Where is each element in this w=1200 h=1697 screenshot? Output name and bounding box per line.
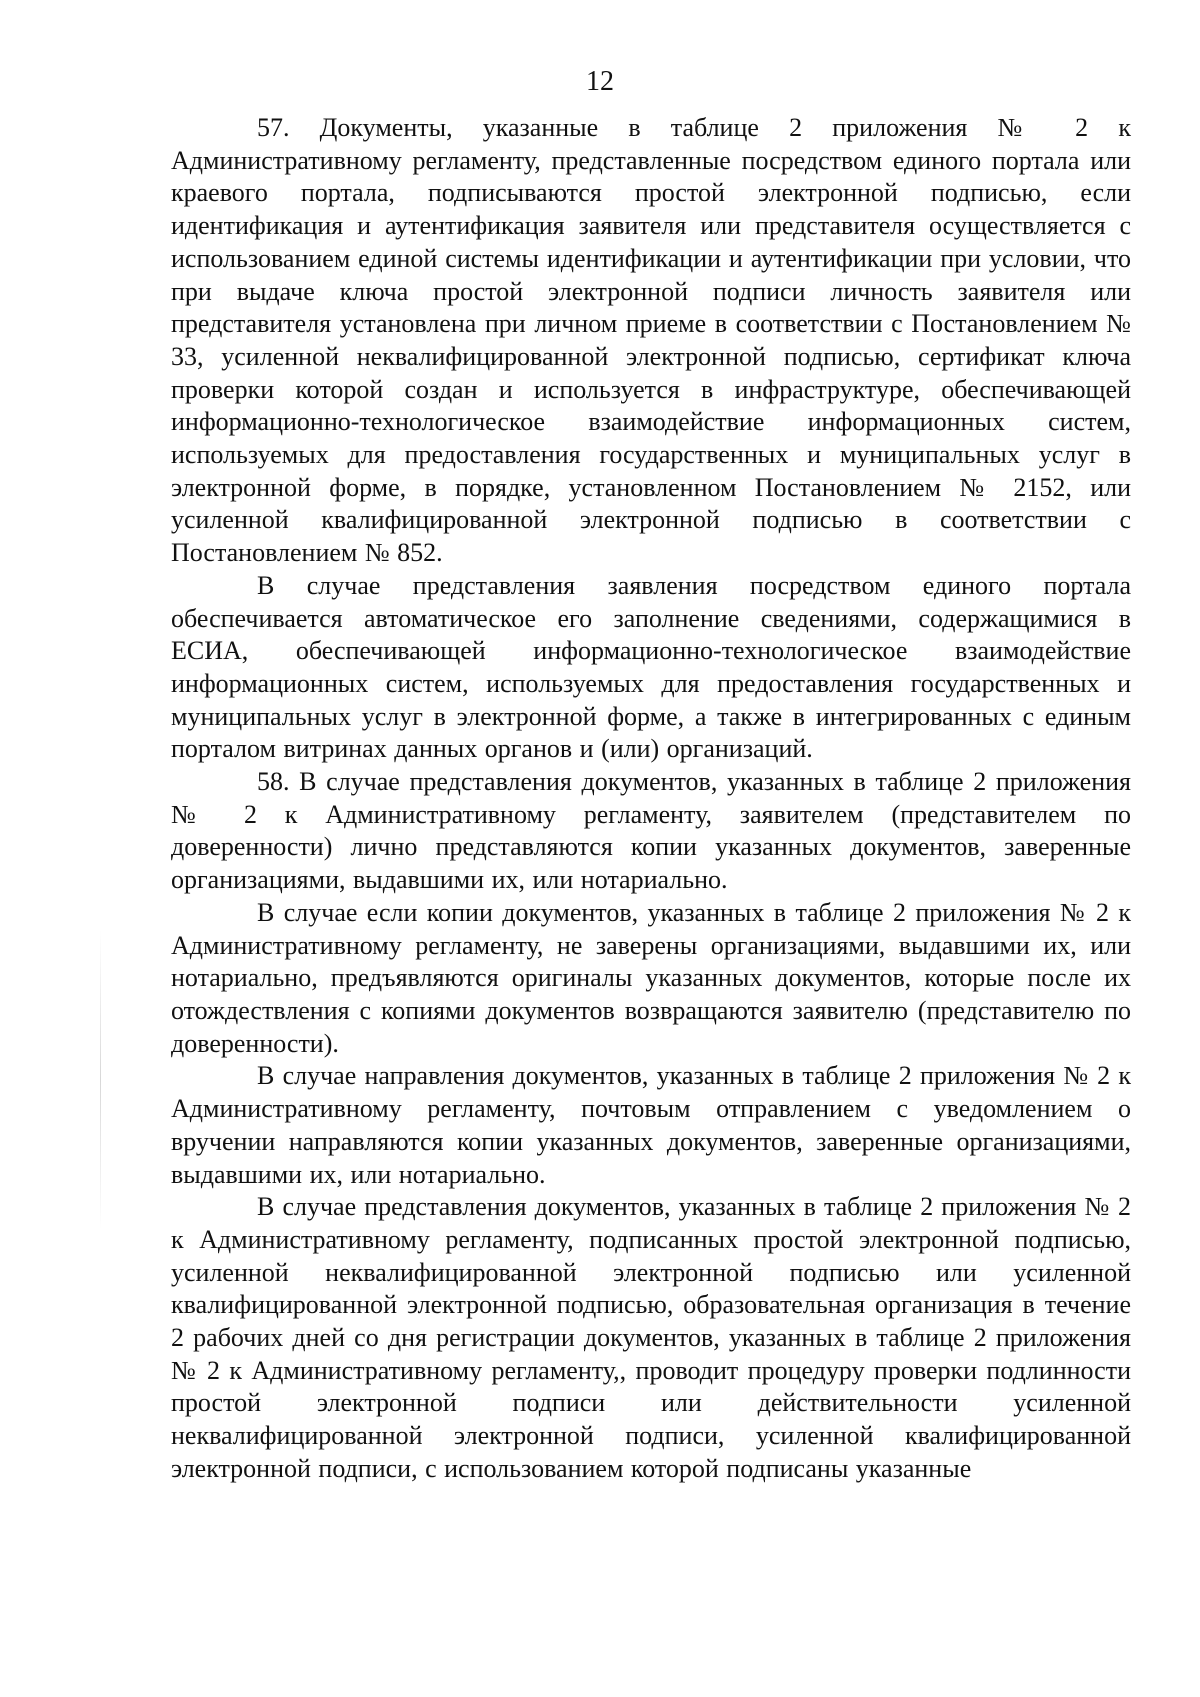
paragraph-esia: В случае представления заявления посредством единого портала обеспечивается автоматическое его заполнение сведениями, содержащимися в ЕСИА, обеспечивающей информационно-технологическое взаимодействие информационных систем, используемых для предоставления государственных и муниципальных услуг в электронной форме, а также в интегрированных с единым порталом витринах данных органов и (или) организаций. [171,570,1131,764]
paragraph-postal: В случае направления документов, указанных в таблице 2 приложения № 2 к Административному регламенту, почтовым отправлением с уведомлением о вручении направляются копии указанных документов, заверенные организациями, выдавшими их, или нотариально. [171,1061,1131,1189]
paragraph-signature-check: В случае представления документов, указанных в таблице 2 приложения № 2 к Административному регламенту, подписанных простой электронной подписью, усиленной неквалифицированной электронной подписью или усиленной квалифицированной электронной подписью, образовательная организация в течение 2 рабочих дней со дня регистрации документов, указанных в таблице 2 приложения № 2 к Административному регламенту,, проводит процедуру проверки подлинности простой электронной подписи или действительности усиленной неквалифицированной электронной подписи, усиленной квалифицированной электронной подписи, с использованием которой подписаны указанные [171,1192,1131,1483]
document-body [171,112,1131,1486]
paragraph-originals: В случае если копии документов, указанных в таблице 2 приложения № 2 к Административному регламенту, не заверены организациями, выдавшими их, или нотариально, предъявляются оригиналы указанных документов, которые после их отождествления с копиями документов возвращаются заявителю (представителю по доверенности). [171,897,1131,1058]
paragraph-58: 58. В случае представления документов, указанных в таблице 2 приложения № 2 к Административному регламенту, заявителем (представителем по доверенности) лично представляются копии указанных документов, заверенные организациями, выдавшими их, или нотариально. [171,767,1131,895]
scan-artifact-line [100,930,101,1230]
page-number: 12 [586,66,614,97]
paragraph-57: 57. Документы, указанные в таблице 2 приложения № 2 к Административному регламенту, представленные посредством единого портала или краевого портала, подписываются простой электронной подписью, если идентификация и аутентификация заявителя или представителя осуществляется с использованием единой системы идентификации и аутентификации при условии, что при выдаче ключа простой электронной подписи личность заявителя или представителя установлена при личном приеме в соответствии с Постановлением № 33, усиленной неквалифицированной электронной подписью, сертификат ключа проверки которой создан и используется в инфраструктуре, обеспечивающей информационно-технологическое взаимодействие информационных систем, используемых для предоставления государственных и муниципальных услуг в электронной форме, в порядке, установленном Постановлением № 2152, или усиленной квалифицированной электронной подписью в соответствии с Постановлением № 852. [171,113,1131,568]
